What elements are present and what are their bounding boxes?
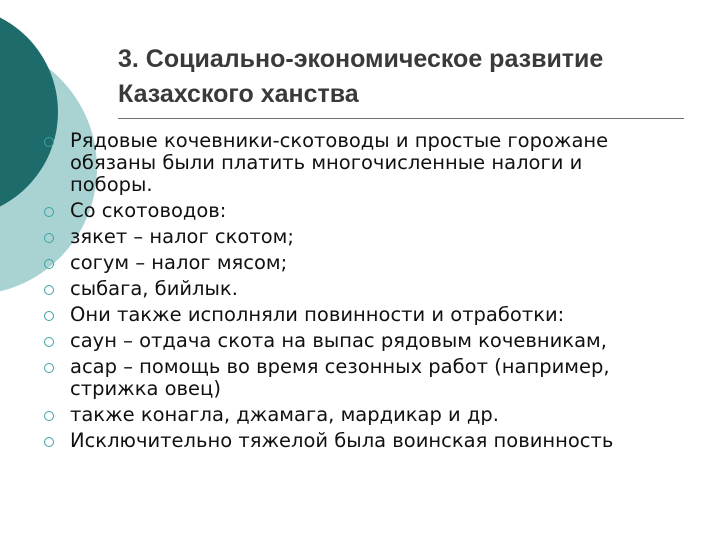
bullet-text: Они также исполняли повинности и отработки: — [70, 303, 565, 326]
title-line-1: 3. Социально-экономическое развитие — [118, 45, 604, 73]
bullet-item — [0, 430, 670, 452]
bullet-item — [0, 200, 670, 222]
circle-bullet-icon — [44, 363, 54, 373]
bullet-item — [0, 356, 670, 400]
bullet-text: саун – отдача скота на выпас рядовым кочевникам, — [70, 329, 607, 352]
bullet-item — [0, 278, 670, 300]
bullet-item — [0, 252, 670, 274]
bullet-item — [0, 226, 670, 248]
circle-bullet-icon — [44, 285, 54, 295]
bullet-item — [0, 330, 670, 352]
title-line-2: Казахского ханства — [118, 80, 359, 108]
bullet-text: асар – помощь во время сезонных работ (например, стрижка овец) — [70, 355, 610, 400]
circle-bullet-icon — [44, 207, 54, 217]
bullet-text: Рядовые кочевники-скотоводы и простые горожане обязаны были платить многочисленные налоги и поборы. — [70, 129, 609, 196]
bullet-text: согум – налог мясом; — [70, 251, 288, 274]
bullet-text: Исключительно тяжелой была воинская повинность — [70, 429, 614, 452]
slide-title — [118, 42, 678, 112]
circle-bullet-icon — [44, 259, 54, 269]
title-divider — [118, 118, 684, 119]
bullet-list — [0, 130, 700, 456]
circle-bullet-icon — [44, 311, 54, 321]
circle-bullet-icon — [44, 233, 54, 243]
circle-bullet-icon — [44, 337, 54, 347]
bullet-text: Со скотоводов: — [70, 199, 227, 222]
bullet-item — [0, 304, 670, 326]
bullet-text: зякет – налог скотом; — [70, 225, 294, 248]
bullet-item — [0, 404, 670, 426]
circle-bullet-icon — [44, 437, 54, 447]
bullet-text: сыбага, бийлык. — [70, 277, 238, 300]
bullet-text: также конагла, джамага, мардикар и др. — [70, 403, 499, 426]
circle-bullet-icon — [44, 137, 54, 147]
bullet-item — [0, 130, 670, 196]
circle-bullet-icon — [44, 411, 54, 421]
